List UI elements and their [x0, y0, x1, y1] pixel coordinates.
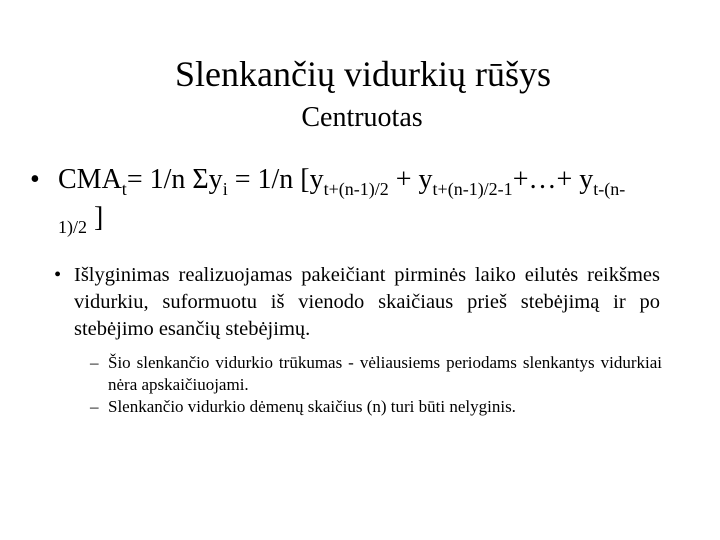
sub-bullet-text: Šio slenkančio vidurkio trūkumas - vėliausiems periodams slenkantys vidurkiai nėra apskaičiuojami. — [108, 353, 662, 394]
formula-part: + y — [388, 164, 433, 195]
dash-icon: – — [90, 353, 99, 372]
bullet-text: Išlyginimas realizuojamas pakeičiant pirminės laiko eilutės reikšmes vidurkiu, suformuotu iš vienodo skaičiaus prieš stebėjimą ir po stebėjimo esančių stebėjimų. — [74, 264, 660, 340]
bullet-icon: • — [30, 164, 40, 195]
formula-subscript: 1)/2 — [58, 217, 87, 237]
formula-subscript: t+(n-1)/2 — [323, 179, 389, 199]
formula-part: = 1/n [y — [227, 164, 324, 195]
formula-part: +…+ y — [512, 164, 594, 195]
formula-line-2 — [58, 198, 103, 240]
formula-part: = 1/n Σy — [126, 164, 223, 195]
slide-title: Slenkančių vidurkių rūšys — [175, 54, 551, 94]
formula-subscript: t — [121, 179, 127, 199]
formula-part: CMA — [58, 164, 122, 195]
sub-bullet-text: Slenkančio vidurkio dėmenų skaičius (n) turi būti nelyginis. — [108, 397, 516, 416]
formula-subscript: i — [222, 179, 228, 199]
sub-bullet-item — [90, 396, 662, 418]
formula-subscript: t-(n- — [593, 179, 626, 199]
sub-bullet-list — [90, 352, 662, 418]
bullet-item — [56, 262, 660, 343]
bullet-icon: • — [54, 264, 62, 286]
formula-line-1 — [58, 160, 625, 202]
sub-bullet-item — [90, 352, 662, 396]
formula-part: ] — [87, 202, 104, 233]
slide-subtitle: Centruotas — [301, 102, 423, 133]
formula-subscript: t+(n-1)/2-1 — [432, 179, 513, 199]
dash-icon: – — [90, 397, 99, 416]
